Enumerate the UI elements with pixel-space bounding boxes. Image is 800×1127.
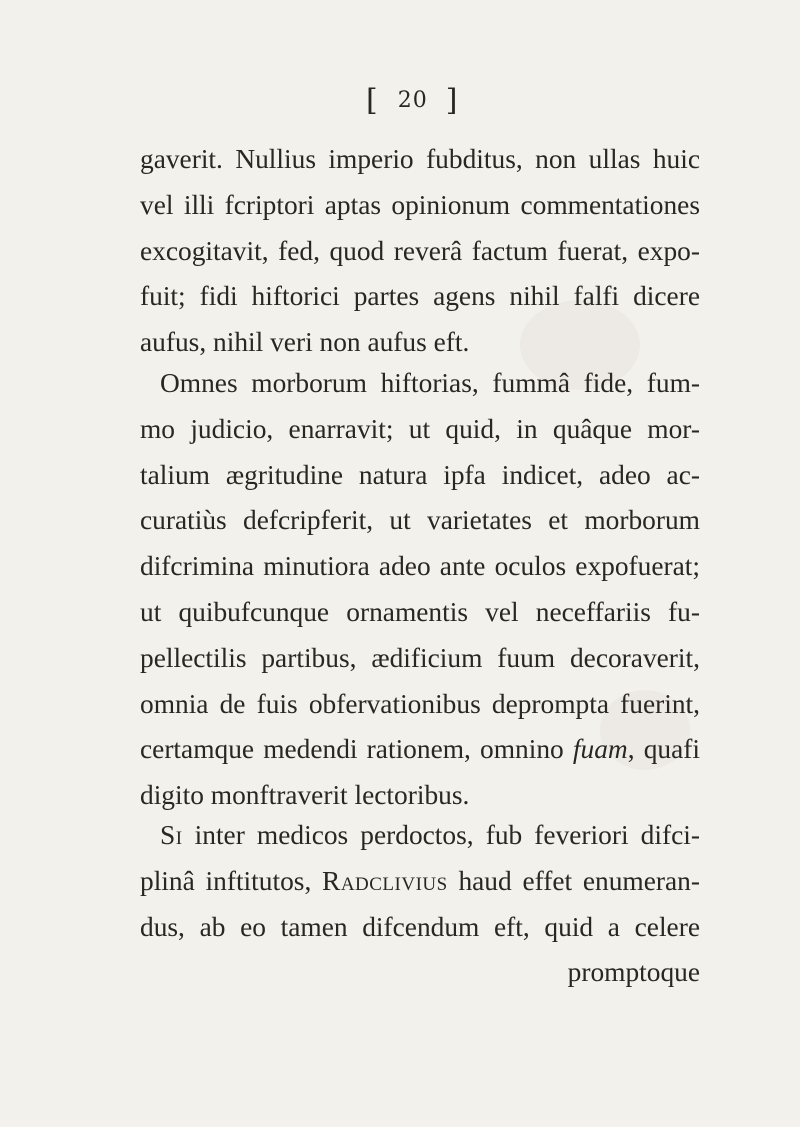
text-line: curatiùs defcripferit, ut varietates et morborum (140, 505, 700, 536)
text-line: excogitavit, fed, quod reverâ factum fuerat, expo- (140, 235, 700, 266)
text-line: digito monftraverit lectoribus. (140, 780, 470, 811)
text-line: vel illi fcriptori aptas opinionum commentationes (140, 189, 700, 220)
open-bracket: [ (366, 83, 380, 118)
text-line: gaverit. Nullius imperio fubditus, non ullas huic (140, 144, 700, 174)
text-line (140, 813, 700, 859)
text-segment: inter medicos perdoctos, fub feveriori difci- (182, 820, 700, 850)
close-bracket: ] (445, 83, 460, 118)
paragraph-2 (140, 361, 700, 819)
text-line: aufus, nihil veri non aufus eft. (140, 327, 470, 358)
text-line: Omnes morborum hiftorias, fummâ fide, fum- (160, 368, 700, 398)
catchword: promptoque (567, 957, 700, 988)
text-segment: certamque medendi rationem, omnino (140, 734, 573, 765)
text-line (140, 859, 700, 905)
italic-word: fuam (572, 734, 628, 765)
page-number-header (366, 83, 460, 118)
text-segment: plinâ inftitutos, (140, 865, 323, 896)
text-line: fuit; fidi hiftorici partes agens nihil falfi dicere (140, 281, 700, 312)
author-name: Radclivius (322, 865, 448, 896)
text-line: talium ægritudine natura ipfa indicet, adeo ac- (140, 459, 700, 490)
text-line: difcrimina minutiora adeo ante oculos expofuerat; (140, 551, 700, 582)
initial-word: Si (160, 820, 183, 850)
paragraph-1 (140, 137, 700, 366)
text-segment: haud effet enumeran- (447, 865, 700, 896)
text-line: pellectilis partibus, ædificium fuum decoraverit, (140, 642, 700, 673)
text-line: omnia de fuis obfervationibus deprompta fuerint, (140, 688, 700, 719)
text-segment: , quafi (627, 734, 700, 765)
text-line: mo judicio, enarravit; ut quid, in quâque mor- (140, 413, 700, 444)
text-line: ut quibufcunque ornamentis vel neceffariis fu- (140, 596, 700, 627)
paragraph-3 (140, 813, 700, 996)
page-number: 20 (397, 88, 428, 113)
text-line: dus, ab eo tamen difcendum eft, quid a celere (140, 911, 700, 942)
text-line (140, 727, 700, 773)
